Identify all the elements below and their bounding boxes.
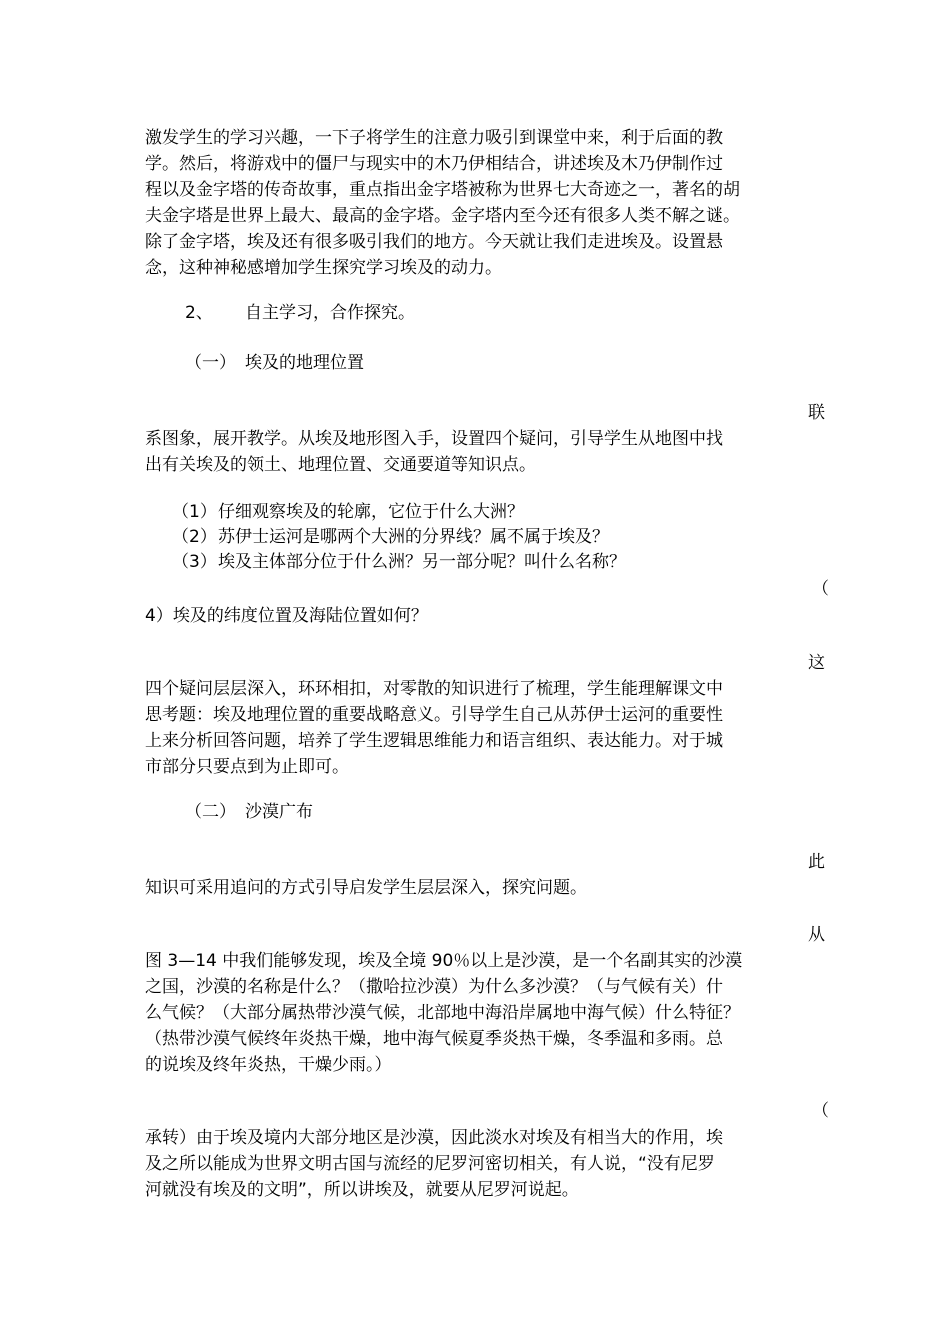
section2-para3-line: 承转）由于埃及境内大部分地区是沙漠，因此淡水对埃及有相当大的作用，埃 xyxy=(145,1128,723,1148)
question-item xyxy=(172,549,852,575)
step2-number: 2、 xyxy=(185,303,213,323)
question4-text: 4）埃及的纬度位置及海陆位置如何？ xyxy=(145,606,428,626)
section1-para2-line: 上来分析回答问题，培养了学生逻辑思维能力和语言组织、表达能力。对于城 xyxy=(145,731,723,751)
section1-para2-line: 市部分只要点到为止即可。 xyxy=(145,757,349,777)
section2-para2-line: 的说埃及终年炎热，干燥少雨。） xyxy=(145,1055,392,1075)
intro-line: 学。然后，将游戏中的僵尸与现实中的木乃伊相结合，讲述埃及木乃伊制作过 xyxy=(145,154,723,174)
section1-heading xyxy=(185,350,865,376)
question-number: （3） xyxy=(172,552,217,572)
section2-para2-line: （热带沙漠气候终年炎热干燥，地中海气候夏季炎热干燥，冬季温和多雨。总 xyxy=(145,1029,723,1049)
step2-title: 自主学习，合作探究。 xyxy=(245,303,415,323)
section2-title: 沙漠广布 xyxy=(245,802,313,822)
intro-line: 程以及金字塔的传奇故事，重点指出金字塔被称为世界七大奇迹之一，著名的胡 xyxy=(145,180,740,200)
section1-number: （一） xyxy=(185,353,236,373)
intro-line: 念，这种神秘感增加学生探究学习埃及的动力。 xyxy=(145,258,502,278)
section2-para2-line: 之国，沙漠的名称是什么？（撒哈拉沙漠）为什么多沙漠？（与气候有关）什 xyxy=(145,977,723,997)
question-number: （1） xyxy=(172,502,217,522)
section1-para2-line: 思考题：埃及地理位置的重要战略意义。引导学生自己从苏伊士运河的重要性 xyxy=(145,705,723,725)
section2-para2-line: 图 3—14 中我们能够发现，埃及全境 90％以上是沙漠，是一个名副其实的沙漠 xyxy=(145,951,743,971)
section2-para1: 知识可采用追问的方式引导启发学生层层深入，探究问题。 xyxy=(145,878,587,898)
question-item xyxy=(172,499,852,525)
section2-lead2: 从 xyxy=(808,925,825,945)
section1-para2-lead: 这 xyxy=(808,653,825,673)
question-item xyxy=(172,524,852,550)
question-number: （2） xyxy=(172,527,217,547)
section2-number: （二） xyxy=(185,802,236,822)
question-text: 苏伊士运河是哪两个大洲的分界线？属不属于埃及？ xyxy=(218,527,609,547)
intro-line: 除了金字塔，埃及还有很多吸引我们的地方。今天就让我们走进埃及。设置悬 xyxy=(145,232,723,252)
section2-para3-line: 河就没有埃及的文明”，所以讲埃及，就要从尼罗河说起。 xyxy=(145,1180,579,1200)
question-text: 埃及主体部分位于什么洲？另一部分呢？叫什么名称？ xyxy=(218,552,626,572)
section2-heading xyxy=(185,799,865,825)
section1-para-line: 系图象，展开教学。从埃及地形图入手，设置四个疑问，引导学生从地图中找 xyxy=(145,429,723,449)
step2-heading xyxy=(185,300,865,326)
section2-lead1: 此 xyxy=(808,852,825,872)
question4-lead: （ xyxy=(812,579,829,599)
section1-lead-char: 联 xyxy=(808,403,825,423)
section2-lead3: （ xyxy=(812,1101,829,1121)
question-text: 仔细观察埃及的轮廓，它位于什么大洲？ xyxy=(218,502,524,522)
intro-line: 夫金字塔是世界上最大、最高的金字塔。金字塔内至今还有很多人类不解之谜。 xyxy=(145,206,740,226)
section1-para2-line: 四个疑问层层深入，环环相扣，对零散的知识进行了梳理，学生能理解课文中 xyxy=(145,679,723,699)
section1-para-line: 出有关埃及的领土、地理位置、交通要道等知识点。 xyxy=(145,455,536,475)
intro-line: 激发学生的学习兴趣，一下子将学生的注意力吸引到课堂中来，利于后面的教 xyxy=(145,128,723,148)
section2-para3-line: 及之所以能成为世界文明古国与流经的尼罗河密切相关，有人说，“没有尼罗 xyxy=(145,1154,715,1174)
section2-para2-line: 么气候？（大部分属热带沙漠气候，北部地中海沿岸属地中海气候）什么特征？ xyxy=(145,1003,740,1023)
section1-title: 埃及的地理位置 xyxy=(245,353,364,373)
